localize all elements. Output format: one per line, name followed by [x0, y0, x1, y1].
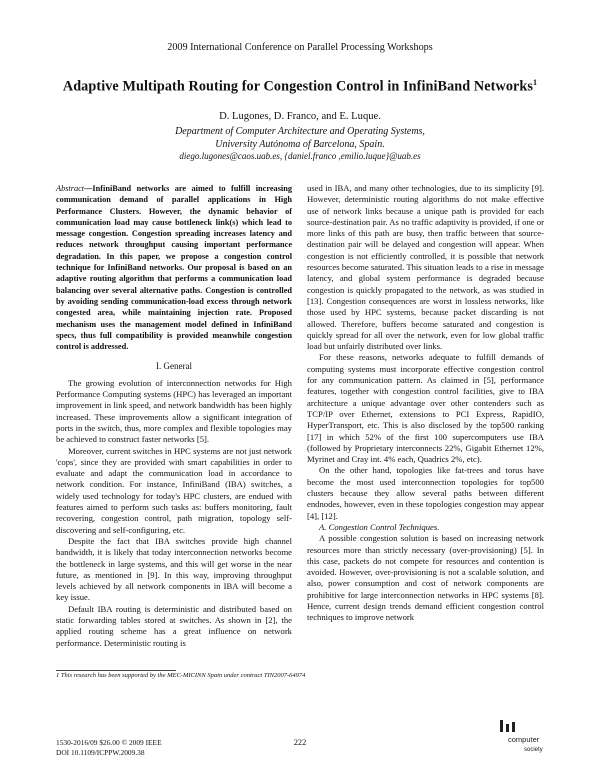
paragraph: Despite the fact that IBA switches provide high channel bandwidth, it is likely that today interconnection networks become the bottleneck in large systems, and this will get worse in the near future, as mentioned in [9]. In this way, improving throughput levels achieved by all network components in IBA will become a key issue.: [56, 535, 292, 603]
conference-header: 2009 International Conference on Parallel Processing Workshops: [167, 42, 433, 53]
paragraph: Default IBA routing is deterministic and distributed based on static forwarding tables stored at switches. As shown in [2], the applied routing scheme has a great influence on network performance. Deterministic routing is: [56, 603, 292, 648]
abstract: [56, 183, 292, 352]
abstract-text: InfiniBand networks are aimed to fulfill increasing communication demand of parallel applications in High Performance Clusters. However, the dynamic behavior of communication load may cause bottleneck link(s) which lead to message congestion. Congestion spreading increases latency and reduces network throughput causing important performance degradation. In this paper, we propose a congestion control technique for InfiniBand networks. Our proposal is based on an adaptive routing algorithm that performs a communication load balancing over several alternative paths. Congestion is controlled by avoiding sending communication-load excess through network congested area, while maintaining injection rate. Proposed mechanism uses the management model defined in InfiniBand specs, thus full compatibility is provided meanwhile congestion control is addressed.: [56, 184, 292, 352]
paragraph: For these reasons, networks adequate to fulfill demands of computing systems must incorporate effective congestion control for any communication pattern. As claimed in [5], performance features, together with congestion control facilities, give to IBA architecture a unique advantage over other contenders such as TCP/IP over Ethernet, extensions to PCI Express, RapidIO, HyperTransport, etc. This is also disclosed by the top500 ranking [17] in which 52% of the first 100 supercomputers use IBA (followed by Proprietary interconnects 22%, Gigabit Ethernet 12%, Myrinet and Cray int. 4% each, Quadrics 2%, etc).: [307, 352, 544, 465]
abstract-label: Abstract: [56, 184, 85, 193]
footnote-rule: [56, 670, 176, 671]
issn-line: 1530-2016/09 $26.00 © 2009 IEEE: [56, 738, 162, 747]
logo-text-computer: computer: [508, 735, 540, 744]
author-emails: diego.lugones@caos.uab.es, {daniel.franco ,emilio.luque}@uab.es: [179, 151, 421, 161]
paragraph: used in IBA, and many other technologies, due to its simplicity [9]. However, deterministic routing algorithms do not make effective use of network links because a unique path is provided for each source-destination pair. As no traffic adaptivity is provided, if one or more links of this path are busy, then traffic between that source-destination pair will be delayed and congestion will appear. When congestion is not efficiently controlled, it is possible that network resources become saturated. This situation leads to a rise in message latency, and global system performance is degraded because congestion is quickly propagated to the network, as was studied in [13]. Congestion consequences are worst in lossless networks, like those used by HPC systems, because packet discarding is not allowed. Therefore, buffers become saturated and congestion is quickly spread for all over the network, even for low global traffic load but unfairly distributed over links.: [307, 183, 544, 352]
title-footnote-mark: 1: [533, 78, 538, 87]
authors: D. Lugones, D. Franco, and E. Luque.: [219, 111, 381, 122]
logo-text-society: society: [524, 747, 543, 753]
affiliation: [0, 125, 600, 151]
page-number: 222: [293, 738, 307, 747]
doi-line: DOI 10.1109/ICPPW.2009.38: [56, 748, 145, 757]
affiliation-line2: University Autónoma of Barcelona, Spain.: [215, 139, 385, 150]
paragraph: A possible congestion solution is based on increasing network resources more than strictly necessary (over-provisioning) [5]. In this case, packets do not compete for resources and contention is avoided. However, over-provisioning is not a scalable solution, and also, power consumption and cost of network components are prohibitive for large interconnection networks in HPC systems [8]. Hence, current design trends demand efficient congestion control techniques to improve network: [307, 533, 544, 623]
paragraph: Moreover, current switches in HPC systems are not just network 'cops', since they are provided with smart capabilities in order to evaluate and adapt the communication load in accordance to network condition. For instance, InfiniBand (IBA) switches, a widely used technology for today's HPC clusters, are endued with features aimed to perform such tasks as: buffers monitoring, fault recovering, congestion control, path migration, topology self-discovering and self-configuring, etc.: [56, 445, 292, 535]
left-column: [56, 183, 292, 649]
right-column: [307, 183, 544, 624]
paper-title: [0, 78, 600, 96]
subsection-heading-congestion-control: A. Congestion Control Techniques.: [319, 521, 440, 532]
title-text: Adaptive Multipath Routing for Congestion Control in InfiniBand Networks: [62, 78, 534, 95]
footnote: 1 This research has been supported by the MEC-MICINN Spain under contract TIN2007-64974: [56, 672, 306, 679]
affiliation-line1: Department of Computer Architecture and Operating Systems,: [175, 126, 425, 137]
paragraph: On the other hand, topologies like fat-trees and torus have become the most used interconnection topologies for top500 clusters because they allow several paths between different endnodes, however, even in these topologies congestion may appear [4], [12].: [307, 465, 544, 521]
abstract-dash: —: [84, 184, 93, 193]
paragraph: The growing evolution of interconnection networks for High Performance Computing systems (HPC) has leveraged an important improvement in link speed, and network bandwidth has been highly increased. These improvements allow a significant integration of ports in the switch, thus, more complex and flexible topologies may be achieved to construct faster networks [5].: [56, 377, 292, 445]
section-heading-general: I. General: [156, 361, 192, 372]
computer-society-logo: [478, 718, 554, 754]
